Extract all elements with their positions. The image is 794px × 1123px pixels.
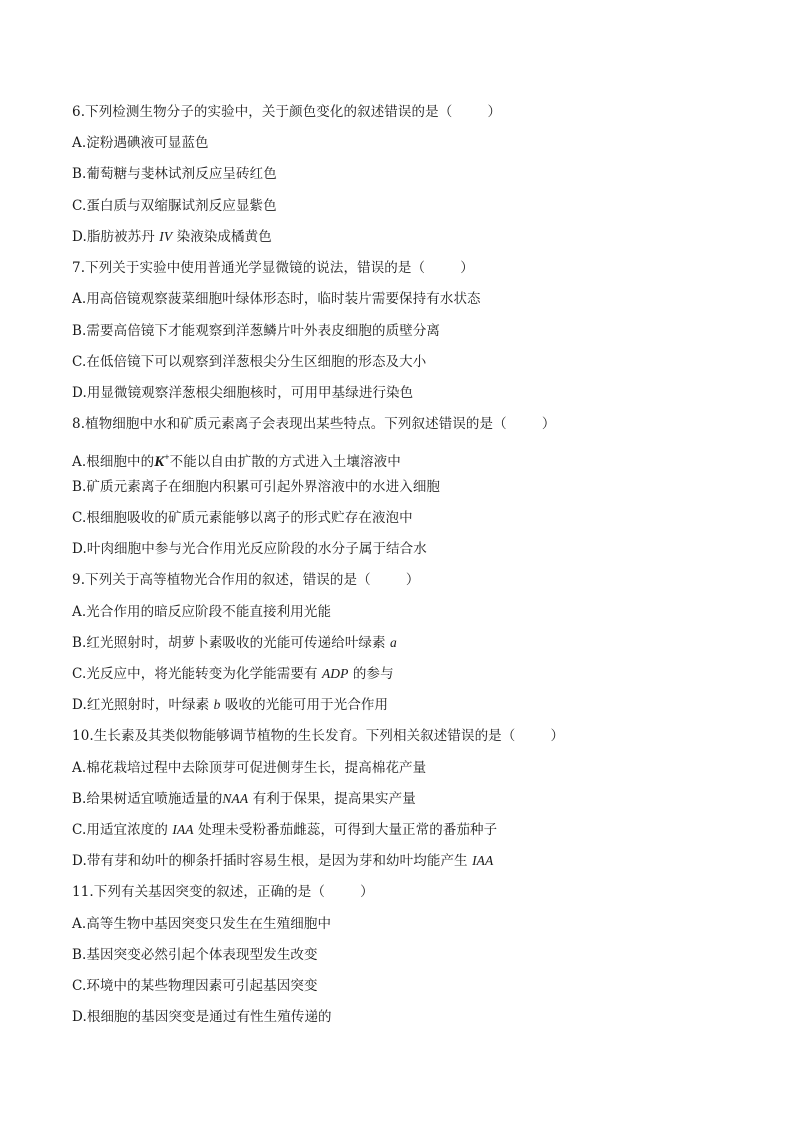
option-label: D. — [72, 1009, 87, 1025]
option-label: B. — [72, 791, 87, 807]
option-text: 棉花栽培过程中去除顶芽可促进侧芽生长，提高棉花产量 — [86, 760, 427, 776]
question-text: 下列有关基因突变的叙述，正确的是（ — [93, 884, 325, 900]
option-label: A. — [72, 135, 87, 151]
hormone-abbreviation: IAA — [172, 822, 194, 837]
option-text: 根细胞中的 — [86, 454, 155, 470]
option-d — [72, 696, 388, 714]
option-text: 根细胞的基因突变是通过有性生殖传递的 — [86, 1009, 332, 1025]
option-label: D. — [72, 229, 87, 245]
option-label: A. — [72, 454, 87, 470]
option-label: C. — [72, 510, 87, 526]
question-stem — [72, 415, 555, 433]
option-label: C. — [72, 198, 87, 214]
option-label: B. — [72, 479, 87, 495]
option-text-after: 不能以自由扩散的方式进入土壤溶液中 — [169, 454, 401, 470]
option-label: B. — [72, 323, 87, 339]
option-text-after: 染液染成橘黄色 — [176, 229, 272, 245]
option-text: 蛋白质与双缩脲试剂反应显紫色 — [86, 198, 277, 214]
option-c — [72, 665, 394, 683]
question-stem — [72, 259, 474, 277]
option-b — [72, 165, 277, 183]
option-text: 红光照射时，叶绿素 — [86, 697, 210, 713]
option-text: 矿质元素离子在细胞内积累可引起外界溶液中的水进入细胞 — [86, 479, 441, 495]
option-label: C. — [72, 822, 87, 838]
question-paren-close: ） — [360, 884, 374, 900]
option-label: C. — [72, 354, 87, 370]
question-paren-close: ） — [460, 260, 474, 276]
question-stem — [72, 103, 501, 121]
option-label: D. — [72, 541, 87, 557]
option-b — [72, 790, 416, 808]
chlorophyll-variant: a — [390, 635, 397, 650]
question-stem — [72, 727, 564, 745]
question-number: 11. — [72, 884, 94, 900]
question-number: 10. — [72, 728, 94, 744]
option-text: 基因突变必然引起个体表现型发生改变 — [86, 947, 318, 963]
ion-charge: + — [164, 452, 170, 462]
option-c — [72, 197, 277, 215]
option-label: C. — [72, 978, 87, 994]
option-text: 淀粉遇碘液可显蓝色 — [86, 135, 209, 151]
question-paren-close: ） — [541, 416, 556, 432]
option-text-after: 有利于保果，提高果实产量 — [252, 791, 416, 807]
option-text: 带有芽和幼叶的柳条扦插时容易生根，是因为芽和幼叶均能产生 — [86, 853, 468, 869]
option-text: 环境中的某些物理因素可引起基因突变 — [86, 978, 318, 994]
option-label: C. — [72, 666, 87, 682]
option-c — [72, 509, 413, 527]
option-c — [72, 821, 497, 839]
option-b — [72, 322, 440, 340]
answer-blank — [452, 104, 487, 120]
option-text: 高等生物中基因突变只发生在生殖细胞中 — [86, 916, 332, 932]
answer-blank — [425, 260, 460, 276]
potassium-ion — [154, 454, 169, 470]
hormone-abbreviation: IAA — [472, 853, 494, 868]
option-text: 在低倍镜下可以观察到洋葱根尖分生区细胞的形态及大小 — [86, 354, 427, 370]
option-label: B. — [72, 166, 87, 182]
option-label: A. — [72, 760, 87, 776]
option-c — [72, 353, 426, 371]
question-number: 9. — [72, 572, 86, 588]
option-a — [72, 759, 426, 777]
option-text: 需要高倍镜下才能观察到洋葱鳞片叶外表皮细胞的质壁分离 — [86, 323, 441, 339]
question-paren-close: ） — [405, 572, 420, 588]
option-text: 根细胞吸收的矿质元素能够以离子的形式贮存在液泡中 — [86, 510, 413, 526]
option-label: D. — [72, 697, 87, 713]
option-label: D. — [72, 385, 87, 401]
hormone-abbreviation: NAA — [222, 791, 249, 806]
option-text: 红光照射时，胡萝卜素吸收的光能可传递给叶绿素 — [86, 635, 386, 651]
molecule-abbreviation: ADP — [321, 666, 349, 681]
option-text: 用适宜浓度的 — [86, 822, 168, 838]
option-a — [72, 134, 209, 152]
option-label: A. — [72, 916, 87, 932]
option-a — [72, 448, 401, 471]
option-label: D. — [72, 853, 87, 869]
ion-symbol: K — [154, 454, 165, 470]
option-text: 光反应中，将光能转变为化学能需要有 — [86, 666, 318, 682]
option-text-after: 吸收的光能可用于光合作用 — [224, 697, 389, 713]
question-text: 生长素及其类似物能够调节植物的生长发育。下列相关叙述错误的是（ — [93, 728, 516, 744]
option-text: 用显微镜观察洋葱根尖细胞核时，可用甲基绿进行染色 — [86, 385, 414, 401]
option-d — [72, 852, 493, 870]
option-d — [72, 540, 427, 558]
option-text: 给果树适宜喷施适量的 — [86, 791, 223, 807]
question-stem — [72, 883, 374, 901]
option-b — [72, 478, 440, 496]
roman-numeral: IV — [159, 229, 173, 244]
option-d — [72, 384, 413, 402]
option-b — [72, 946, 318, 964]
option-text: 光合作用的暗反应阶段不能直接利用光能 — [86, 604, 332, 620]
question-stem — [72, 571, 419, 589]
option-label: A. — [72, 604, 87, 620]
option-label: A. — [72, 291, 87, 307]
option-a — [72, 915, 331, 933]
chlorophyll-variant: b — [213, 697, 221, 712]
question-paren-close: ） — [487, 104, 502, 120]
question-paren-close: ） — [550, 728, 565, 744]
answer-blank — [507, 416, 542, 432]
option-label: B. — [72, 635, 87, 651]
question-text: 下列检测生物分子的实验中，关于颜色变化的叙述错误的是（ — [85, 104, 453, 120]
question-text: 下列关于高等植物光合作用的叙述，错误的是（ — [85, 572, 371, 588]
answer-blank — [325, 884, 360, 900]
option-d — [72, 1008, 332, 1026]
option-b — [72, 634, 397, 652]
question-number: 8. — [72, 416, 86, 432]
option-a — [72, 290, 481, 308]
answer-blank — [515, 728, 550, 744]
answer-blank — [371, 572, 406, 588]
option-text: 葡萄糖与斐林试剂反应呈砖红色 — [86, 166, 277, 182]
question-text: 下列关于实验中使用普通光学显微镜的说法，错误的是（ — [85, 260, 426, 276]
option-text: 叶肉细胞中参与光合作用光反应阶段的水分子属于结合水 — [86, 541, 427, 557]
question-number: 7. — [72, 260, 86, 276]
option-text: 脂肪被苏丹 — [86, 229, 155, 245]
question-number: 6. — [72, 104, 86, 120]
question-text: 植物细胞中水和矿质元素离子会表现出某些特点。下列叙述错误的是（ — [85, 416, 507, 432]
option-a — [72, 603, 331, 621]
option-text-after: 处理未受粉番茄雌蕊，可得到大量正常的番茄种子 — [198, 822, 498, 838]
option-text: 用高倍镜观察菠菜细胞叶绿体形态时，临时装片需要保持有水状态 — [86, 291, 481, 307]
option-label: B. — [72, 947, 87, 963]
option-text-after: 的参与 — [352, 666, 394, 682]
option-d — [72, 228, 272, 246]
option-c — [72, 977, 318, 995]
